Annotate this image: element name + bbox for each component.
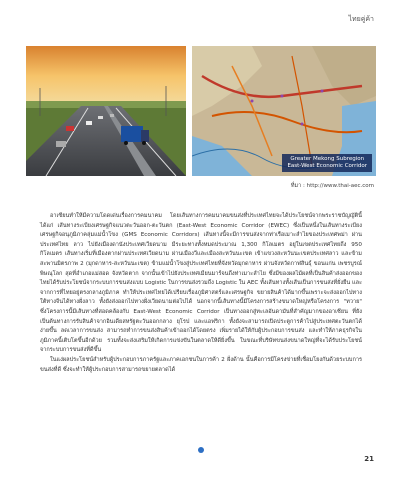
figure: [26, 46, 376, 176]
section-label: ไทยคู่ค้า: [348, 15, 374, 23]
highway-photo: [26, 46, 186, 176]
map-caption: [282, 154, 372, 172]
map-caption-line2: East-West Economic Corridor: [287, 163, 367, 169]
page-number: 21: [364, 455, 374, 463]
paragraph-1: อาเซียนทำให้มีความโดดเด่นเรื่องการคมนาคม โดยเส้นทางการคมนาคมขนส่งที่ประเทศไทยจะได้ประโยชน์จากพระราชบัญญัตินี้ ได้แก่ เส้นทางระเบียงเศรษฐกิจแนวตะวันออก-ตะวันตก (East-West Economic Corridor (EWEC) ซึ่งเป็นหนึ่งในเส้นทางระเบียงเศรษฐกิจอนุภูมิภาคลุ่มแม่น้ำโขง (GMS Economic Corridors) เส้นทางนี้จะมีการขนส่งจากท่าเรือเมาะลำไยของประเทศพม่า ผ่านประเทศไทย ลาว ไปยังเมืองดานังประเทศเวียดนาม มีระยะทางทั้งหมดประมาณ 1,300 กิโลเมตร อยู่ในเขตประเทศไทยถึง 950 กิโลเมตร เส้นทางเริ่มที่เมืองตากผ่านประเทศเวียดนาม ผ่านเมืองวีและเมืองสะหวันนะเขต เข้าแขวงสะหวันนะเขตประเทศลาว และข้ามสะพานมิตรภาพ 2 (มุกดาหาร-สะหวันนะเขต) ข้ามแม่น้ำโขงสู่ประเทศไทยที่จังหวัดมุกดาหาร ผ่านจังหวัดกาฬสินธุ์ ขอนแก่น เพชรบูรณ์ พิษณุโลก สุดที่อำเภอแม่สอด จังหวัดตาก จากนั้นเข้าไปยังประเทศเมียนมาร์จนถึงท่าเมาะลำไย ซึ่งมีของผลไม้ผลที่เป็นสินค้าส่งออกของไทยได้รับประโยชน์จากระบบการขนส่งแบบ Logistic ในการขนส่งรวมถึง Logistic ใน AEC ทั้งเส้นทางทั้งเส้นเป็นการขนส่งที่ยั่งยืน และจากการที่ไทยอยู่ตรงกลางภูมิภาค ทำให้ประเทศไทยได้เปรียบเรื่องภูมิศาสตร์และเศรษฐกิจ ขยายสินค้าได้มากขึ้นเพราะจะส่งออกไปทางใต้ทางจีนได้ทางฝั่งลาว ทั้งยังส่งออกไปทางฝั่งเวียดนามต่อไปได้ นอกจากนี้เส้นทางนี้มีโครงการสร้างขนาดใหญ่หรือโครงการ "ทวาย" ซึ่งโครงการนี้มีเส้นทางที่สอดคล้องกับ East-West Economic Corridor เป็นทางออกสู่ทะเลอันดามันที่สำคัญมากของอาเซียน ที่ยังเป็นต้นทางการรับสินค้าจากอินเดียสหรัฐตะวันออกกลาง ยุโรป และแอฟริกา ทั้งยังจะสามารถเปิดประตูการค้าไปสู่ประเทศตะวันตกได้ง่ายขึ้น ลดเวลาการขนส่ง สามารถทำการขนส่งสินค้าเข้าออกได้โดยตรง เพิ่มรายได้ให้กับผู้ประกอบการขนส่ง และทำให้ภาคธุรกิจในภูมิภาคนี้เติบโตขึ้นอีกด้วย รวมทั้งจะส่งเสริมให้เกิดการแข่งขันในตลาดให้ดียิ่งขึ้น ในขณะที่บริษัทขนส่งขนาดใหญ่ที่จะได้รับประโยชน์จากระบบการขนส่งที่ดีขึ้น: [40, 213, 362, 354]
figure-source: ที่มา : http://www.thai-aec.com: [290, 183, 374, 189]
paragraph-2: ในแง่ผลประโยชน์สำหรับผู้ประกอบการภาครัฐและภาคเอกชนในการค้า 2 ฝั่งด้าน นั้นคือการมีโครงข่ายที่เชื่อมโยงกันด้วยระบบการขนส่งที่ดี ซึ่งจะทำให้ผู้ประกอบการสามารถขยายตลาดได้: [40, 356, 362, 373]
corridor-map: [192, 46, 376, 176]
end-marker-icon: [198, 447, 204, 453]
article-body: [40, 212, 362, 375]
highway-illustration: [26, 46, 186, 176]
map-caption-line1: Greater Mekong Subregion: [290, 156, 365, 162]
